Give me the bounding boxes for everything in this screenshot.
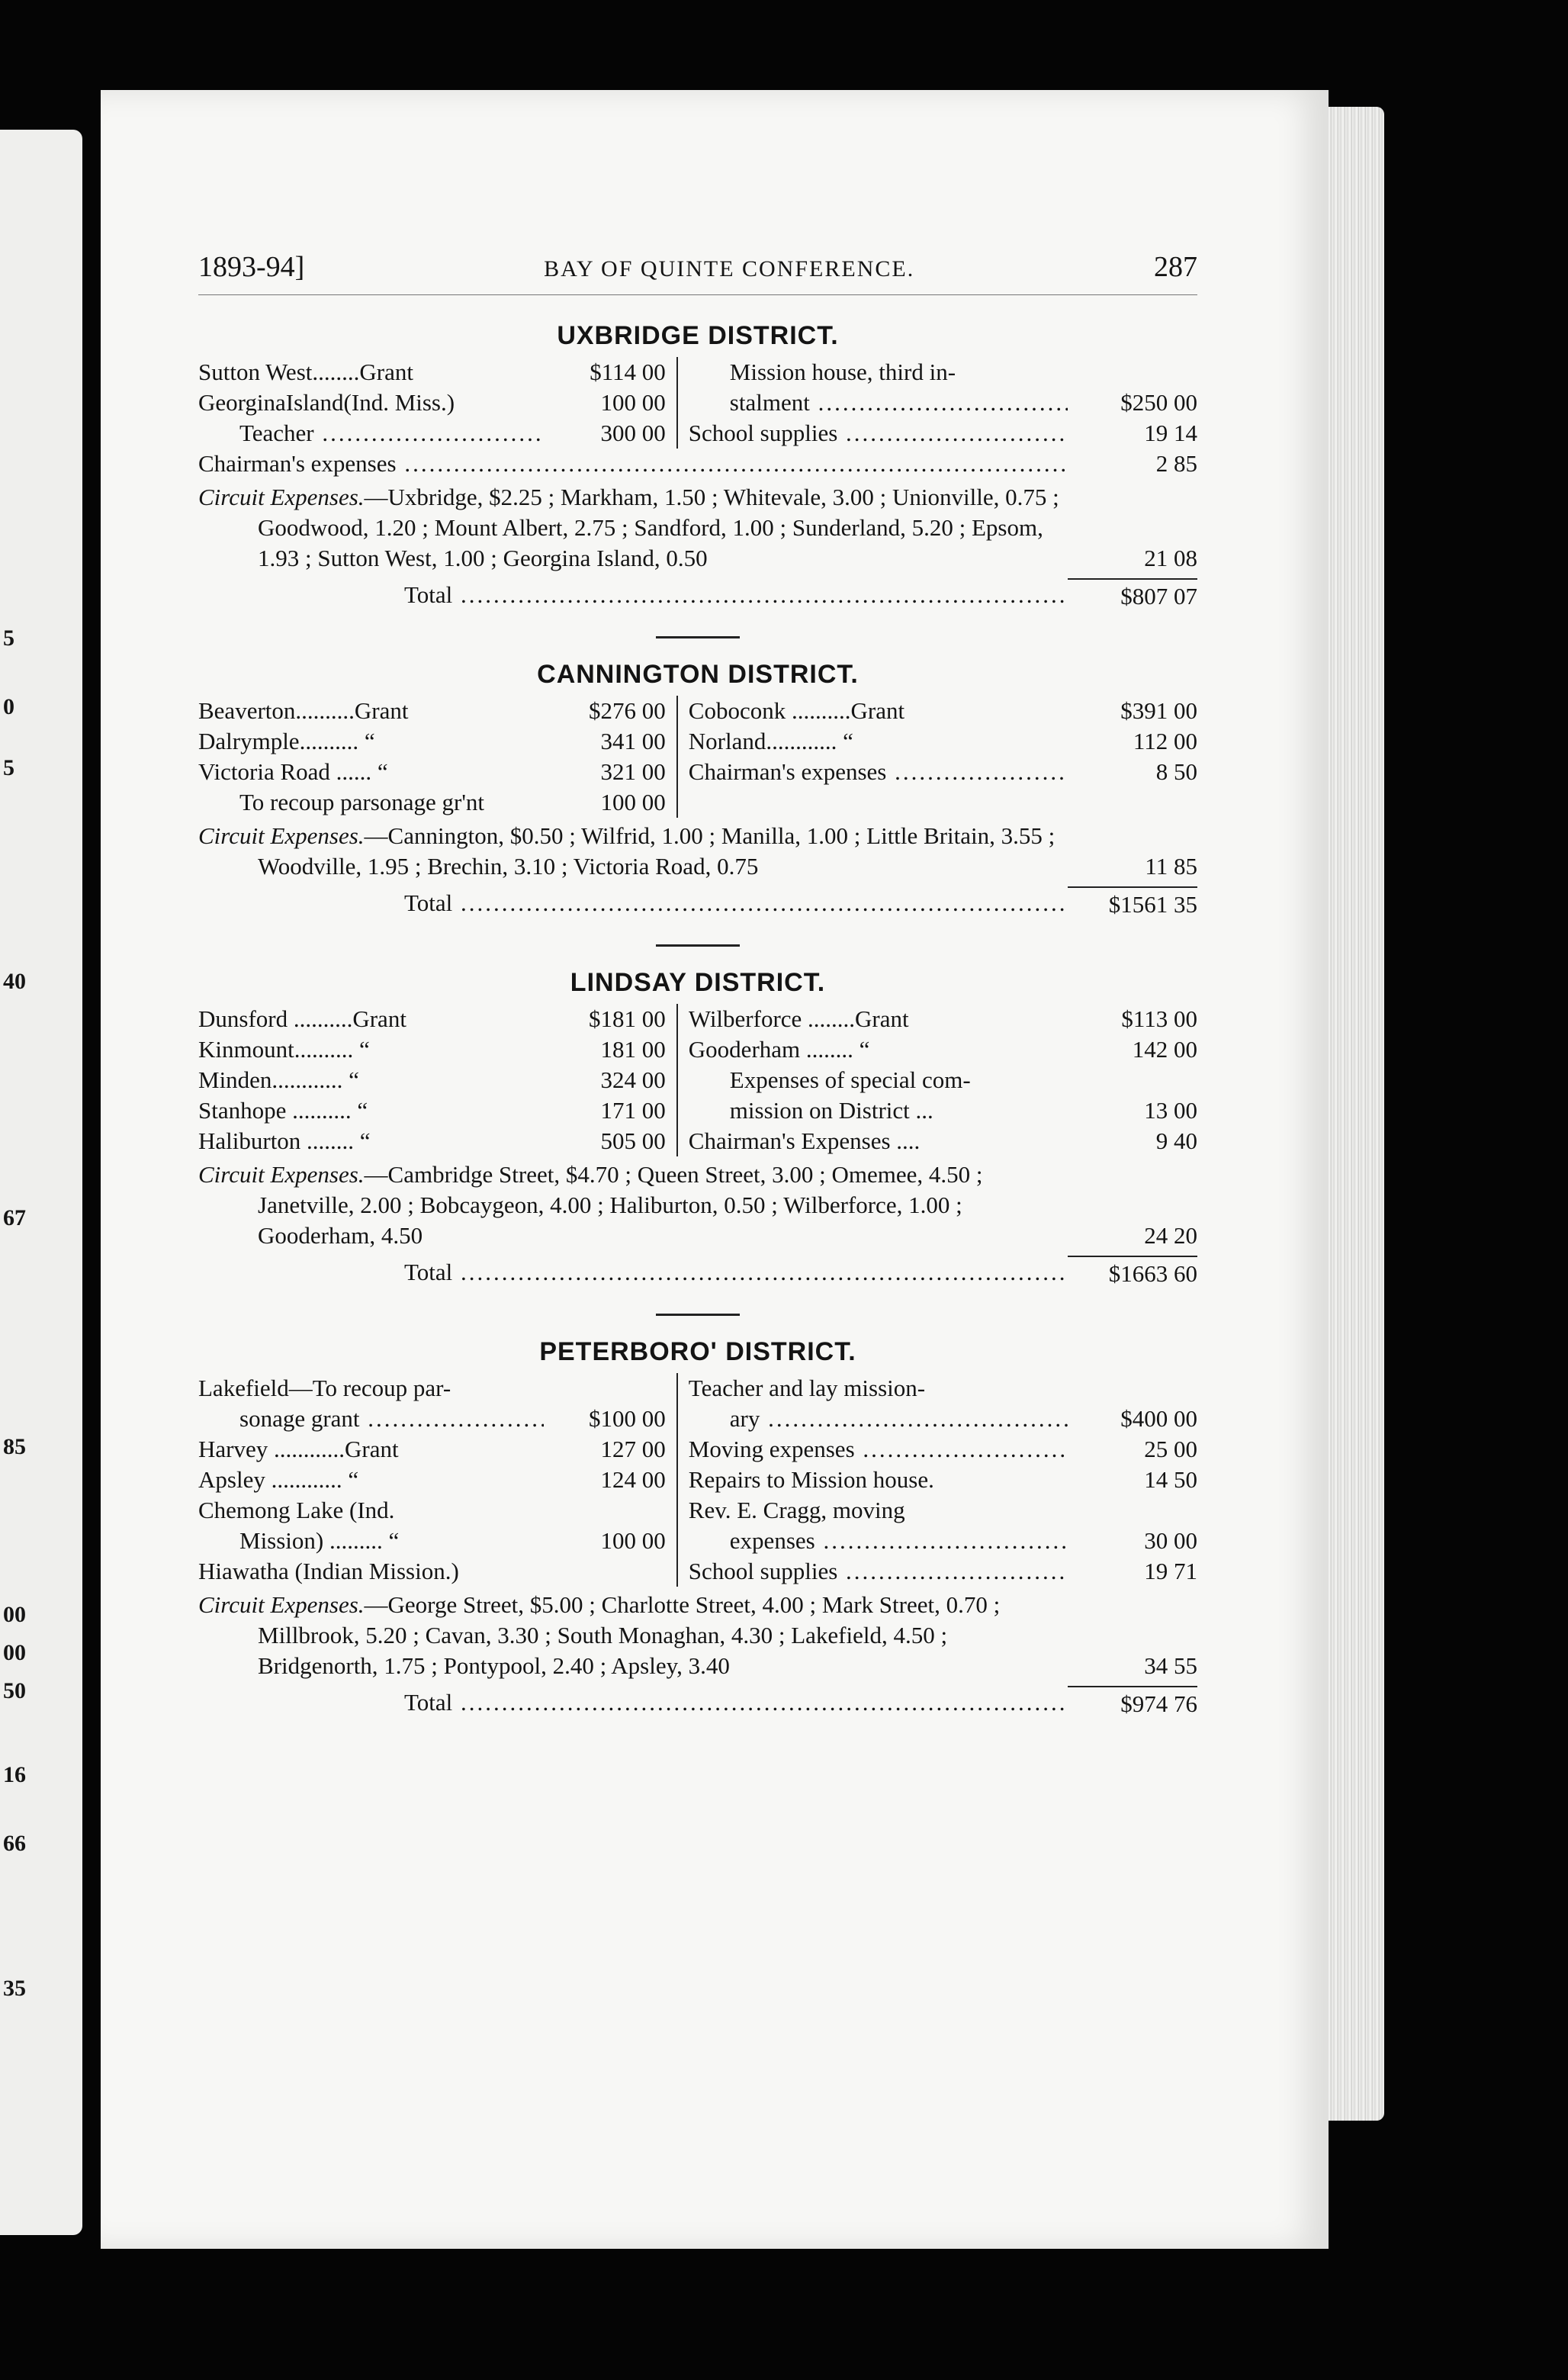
circuit-expenses <box>198 1590 1197 1681</box>
grant-row: Expenses of special com- <box>729 1066 971 1093</box>
total-label: Total ..... <box>198 1256 1068 1291</box>
grant-row: Moving expenses ..... 25 00 <box>689 1434 1197 1465</box>
page-content <box>198 250 1197 1744</box>
grant-row: Harvey ............Grant 127 00 <box>198 1436 666 1462</box>
grant-row: sonage grant ..... $100 00 <box>198 1404 666 1434</box>
circuit-expenses-text: —Cambridge Street, $4.70 ; Queen Street, 3.00 ; Omemee, 4.50 ; Janetville, 2.00 ; Bobcaygeon, 4.00 ; Haliburton, 0.50 ; Wilberforce, 1.00 ; Gooderham, 4.50 <box>258 1161 983 1249</box>
district-grants <box>198 357 1197 449</box>
grant-row: School supplies ..... 19 14 <box>689 418 1197 449</box>
facing-page-fragment: 40 <box>3 969 26 994</box>
grant-row: Lakefield—To recoup par- <box>198 1375 451 1401</box>
facing-page-fragment: 85 <box>3 1434 26 1459</box>
section-divider <box>656 1314 740 1316</box>
facing-page-fragment: 0 <box>3 694 14 719</box>
grant-row: Victoria Road ...... “ 321 00 <box>198 758 666 785</box>
district-total <box>198 1686 1197 1721</box>
circuit-expenses-label: Circuit Expenses. <box>198 822 365 849</box>
circuit-expenses-label: Circuit Expenses. <box>198 1161 365 1188</box>
grant-row: Beaverton..........Grant $276 00 <box>198 697 666 724</box>
total-label: Total ..... <box>198 578 1068 613</box>
grant-row: Kinmount.......... “ 181 00 <box>198 1036 666 1063</box>
book-page <box>101 90 1329 2249</box>
circuit-expenses-amount: 21 08 <box>1144 545 1197 571</box>
facing-page-edge <box>0 130 82 2235</box>
running-head <box>198 250 1197 295</box>
running-head-years: 1893-94] <box>198 251 305 283</box>
grant-row: Rev. E. Cragg, moving <box>688 1497 905 1523</box>
section-divider <box>656 944 740 947</box>
district-total <box>198 578 1197 613</box>
district-title: PETERBORO' DISTRICT. <box>539 1337 856 1366</box>
facing-page-fragment: 5 <box>3 755 14 780</box>
grant-row: To recoup parsonage gr'nt 100 00 <box>239 789 666 815</box>
chairman-expenses-row: Chairman's expenses ..... 2 85 <box>198 449 1197 479</box>
circuit-expenses-label: Circuit Expenses. <box>198 484 365 510</box>
facing-page-fragment: 50 <box>3 1678 26 1703</box>
grant-row: Apsley ............ “ 124 00 <box>198 1466 666 1493</box>
district-uxbridge <box>198 321 1197 613</box>
grant-row: mission on District ... 13 00 <box>729 1097 1197 1124</box>
grant-row: GeorginaIsland(Ind. Miss.) 100 00 <box>198 389 666 416</box>
district-title: UXBRIDGE DISTRICT. <box>557 321 839 350</box>
grants-right-column <box>678 1373 1197 1587</box>
facing-page-fragment: 66 <box>3 1831 26 1856</box>
grant-row: stalment ..... $250 00 <box>689 388 1197 418</box>
grant-row: Chairman's expenses ..... 8 50 <box>689 757 1197 787</box>
grant-row: ary ..... $400 00 <box>689 1404 1197 1434</box>
grants-right-column <box>678 357 1197 449</box>
district-grants <box>198 1373 1197 1587</box>
grant-row: Norland............ “ 112 00 <box>688 728 1197 754</box>
grant-row: School supplies ..... 19 71 <box>689 1556 1197 1587</box>
district-title: CANNINGTON DISTRICT. <box>537 660 859 689</box>
grants-left-column <box>198 357 678 449</box>
circuit-expenses-text: —Uxbridge, $2.25 ; Markham, 1.50 ; Whitevale, 3.00 ; Unionville, 0.75 ; Goodwood, 1.20 ; Mount Albert, 2.75 ; Sandford, 1.00 ; Sunderland, 5.20 ; Epsom, 1.93 ; Sutton West, 1.00 ; Georgina Island, 0.50 <box>258 484 1059 571</box>
circuit-expenses-amount: 34 55 <box>1144 1652 1197 1679</box>
facing-page-fragment: 16 <box>3 1762 26 1787</box>
grant-row: Sutton West........Grant $114 00 <box>198 359 666 385</box>
circuit-expenses-text: —Cannington, $0.50 ; Wilfrid, 1.00 ; Manilla, 1.00 ; Little Britain, 3.55 ; Woodville, 1.95 ; Brechin, 3.10 ; Victoria Road, 0.75 <box>258 822 1056 880</box>
circuit-expenses-amount: 24 20 <box>1144 1222 1197 1249</box>
district-title: LINDSAY DISTRICT. <box>570 968 826 997</box>
circuit-expenses <box>198 482 1197 574</box>
grants-right-column <box>678 696 1197 818</box>
total-amount: $974 76 <box>1068 1686 1197 1721</box>
circuit-expenses <box>198 821 1197 882</box>
grant-row: Teacher ..... 300 00 <box>198 418 666 449</box>
page-number: 287 <box>1154 251 1197 283</box>
facing-page-fragment: 67 <box>3 1205 26 1230</box>
grants-left-column <box>198 1373 678 1587</box>
circuit-expenses-amount: 11 85 <box>1145 853 1197 880</box>
total-label: Total ..... <box>198 886 1068 921</box>
grants-right-column <box>678 1004 1197 1156</box>
district-grants <box>198 1004 1197 1156</box>
grant-row: Teacher and lay mission- <box>688 1375 926 1401</box>
grant-row: Stanhope .......... “ 171 00 <box>198 1097 666 1124</box>
circuit-expenses-text: —George Street, $5.00 ; Charlotte Street, 4.00 ; Mark Street, 0.70 ; Millbrook, 5.20 ; Cavan, 3.30 ; South Monaghan, 4.30 ; Lakefield, 4.50 ; Bridgenorth, 1.75 ; Pontypool, 2.40 ; Apsley, 3.40 <box>258 1591 1001 1679</box>
facing-page-fragment: 5 <box>3 626 14 651</box>
grant-row: Dunsford ..........Grant $181 00 <box>198 1005 666 1032</box>
grant-row: Mission) ......... “ 100 00 <box>239 1527 666 1554</box>
total-label: Total ..... <box>198 1686 1068 1721</box>
grant-row: Gooderham ........ “ 142 00 <box>688 1036 1197 1063</box>
district-lindsay <box>198 968 1197 1291</box>
total-amount: $1561 35 <box>1068 886 1197 921</box>
grants-left-column <box>198 1004 678 1156</box>
running-head-title: BAY OF QUINTE CONFERENCE. <box>544 256 915 281</box>
grants-left-column <box>198 696 678 818</box>
grant-row: Dalrymple.......... “ 341 00 <box>198 728 666 754</box>
grant-row: Mission house, third in- <box>729 359 956 385</box>
total-amount: $1663 60 <box>1068 1256 1197 1291</box>
grant-row: Chemong Lake (Ind. <box>198 1497 395 1523</box>
circuit-expenses-label: Circuit Expenses. <box>198 1591 365 1618</box>
grant-row: Minden............ “ 324 00 <box>198 1066 666 1093</box>
facing-page-fragment: 35 <box>3 1976 26 2001</box>
grant-row: Wilberforce ........Grant $113 00 <box>688 1005 1197 1032</box>
district-total <box>198 886 1197 921</box>
grant-row: Haliburton ........ “ 505 00 <box>198 1127 666 1154</box>
district-peterboro <box>198 1337 1197 1721</box>
circuit-expenses <box>198 1159 1197 1251</box>
section-divider <box>656 636 740 638</box>
facing-page-fragment: 00 <box>3 1602 26 1627</box>
facing-page-fragment: 00 <box>3 1640 26 1665</box>
grant-row: Repairs to Mission house. 14 50 <box>688 1466 1197 1493</box>
district-grants <box>198 696 1197 818</box>
grant-row: Coboconk ..........Grant $391 00 <box>688 697 1197 724</box>
grant-row: Hiawatha (Indian Mission.) <box>198 1558 459 1584</box>
grant-row: expenses ..... 30 00 <box>689 1526 1197 1556</box>
total-amount: $807 07 <box>1068 578 1197 613</box>
district-total <box>198 1256 1197 1291</box>
grant-row: Chairman's Expenses .... 9 40 <box>688 1127 1197 1154</box>
district-cannington <box>198 660 1197 921</box>
